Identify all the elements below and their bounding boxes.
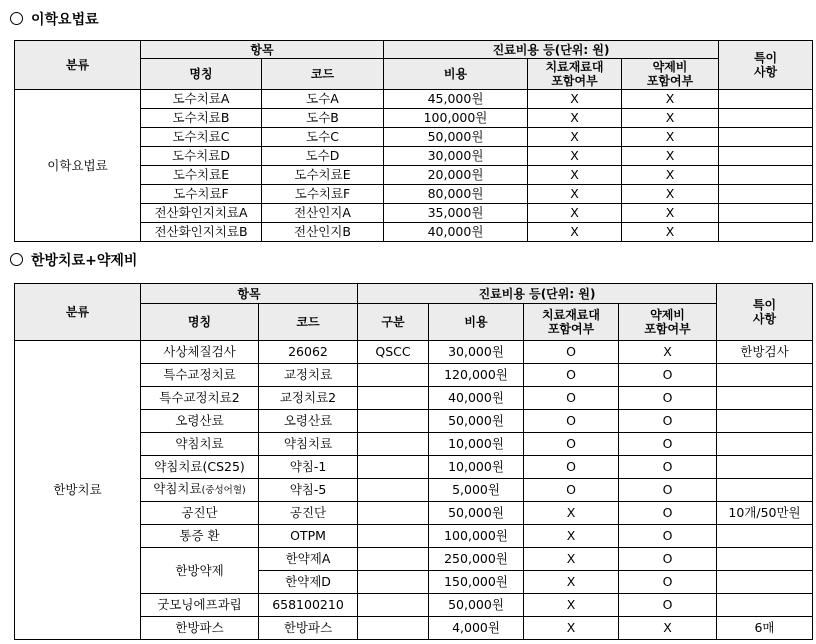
note-cell xyxy=(719,90,813,109)
name-cell: 전산화인지치료B xyxy=(141,223,262,242)
name-cell: 한방파스 xyxy=(141,617,259,640)
type-cell xyxy=(358,502,429,525)
name-cell: 약침치료 xyxy=(141,433,259,456)
material-included-cell: O xyxy=(524,433,619,456)
section1-title-text: 이학요법료 xyxy=(31,12,99,28)
code-cell: 한약제D xyxy=(259,571,358,594)
cost-cell: 120,000원 xyxy=(429,364,524,387)
drug-included-cell: X xyxy=(622,147,719,166)
drug-included-cell: X xyxy=(619,617,717,640)
note-cell xyxy=(719,204,813,223)
cost-cell: 150,000원 xyxy=(429,571,524,594)
drug-included-cell: O xyxy=(619,364,717,387)
header-note: 특이 사항 xyxy=(717,284,813,341)
circle-bullet-icon xyxy=(10,253,23,266)
material-included-cell: O xyxy=(524,341,619,364)
material-included-cell: X xyxy=(528,223,622,242)
material-included-cell: X xyxy=(528,204,622,223)
note-cell xyxy=(719,185,813,204)
drug-included-cell: X xyxy=(622,223,719,242)
cost-cell: 30,000원 xyxy=(384,147,528,166)
code-cell: 교정치료 xyxy=(259,364,358,387)
header-drug: 약제비 포함여부 xyxy=(622,59,719,90)
name-cell: 사상체질검사 xyxy=(141,341,259,364)
cost-cell: 100,000원 xyxy=(429,525,524,548)
name-cell: 전산화인지치료A xyxy=(141,204,262,223)
code-cell: 교정치료2 xyxy=(259,387,358,410)
note-cell xyxy=(717,525,813,548)
name-text: 약침치료 xyxy=(153,481,202,496)
category-cell: 한방치료 xyxy=(15,341,141,640)
cost-cell: 250,000원 xyxy=(429,548,524,571)
material-included-cell: X xyxy=(528,166,622,185)
name-cell: 통증 환 xyxy=(141,525,259,548)
name-cell: 도수치료D xyxy=(141,147,262,166)
cost-cell: 20,000원 xyxy=(384,166,528,185)
cost-cell: 50,000원 xyxy=(384,128,528,147)
drug-included-cell: X xyxy=(622,166,719,185)
note-cell xyxy=(717,387,813,410)
name-cell: 도수치료B xyxy=(141,109,262,128)
name-cell: 도수치료F xyxy=(141,185,262,204)
note-cell: 6매 xyxy=(717,617,813,640)
header-item: 항목 xyxy=(141,284,358,304)
code-cell: 한약제A xyxy=(259,548,358,571)
material-included-cell: O xyxy=(524,364,619,387)
name-cell: 특수교정치료2 xyxy=(141,387,259,410)
drug-included-cell: O xyxy=(619,433,717,456)
code-cell: 공진단 xyxy=(259,502,358,525)
table-row xyxy=(15,90,813,109)
header-name: 명칭 xyxy=(141,59,262,90)
drug-included-cell: X xyxy=(622,204,719,223)
cost-cell: 35,000원 xyxy=(384,204,528,223)
type-cell xyxy=(358,364,429,387)
header-category: 분류 xyxy=(15,41,141,90)
name-cell: 굿모닝에프과립 xyxy=(141,594,259,617)
note-cell xyxy=(719,147,813,166)
header-cost: 비용 xyxy=(429,304,524,341)
code-cell: 도수D xyxy=(262,147,384,166)
header-name: 명칭 xyxy=(141,304,259,341)
type-cell xyxy=(358,617,429,640)
material-included-cell: O xyxy=(524,456,619,479)
name-sub-text: (중성어혈) xyxy=(201,485,246,496)
note-cell xyxy=(717,594,813,617)
cost-cell: 5,000원 xyxy=(429,479,524,502)
note-cell xyxy=(719,128,813,147)
code-cell: 도수A xyxy=(262,90,384,109)
material-included-cell: X xyxy=(528,147,622,166)
type-cell xyxy=(358,594,429,617)
physical-therapy-fee-table xyxy=(14,40,813,242)
cost-cell: 50,000원 xyxy=(429,594,524,617)
material-included-cell: X xyxy=(528,185,622,204)
cost-cell: 45,000원 xyxy=(384,90,528,109)
code-cell: 도수B xyxy=(262,109,384,128)
category-cell: 이학요법료 xyxy=(15,90,141,242)
code-cell: 약침치료 xyxy=(259,433,358,456)
cost-cell: 40,000원 xyxy=(429,387,524,410)
note-cell xyxy=(717,433,813,456)
type-cell xyxy=(358,410,429,433)
material-included-cell: X xyxy=(524,502,619,525)
oriental-medicine-fee-table xyxy=(14,283,813,640)
header-code: 코드 xyxy=(259,304,358,341)
note-cell xyxy=(717,456,813,479)
name-cell: 특수교정치료 xyxy=(141,364,259,387)
name-cell: 도수치료E xyxy=(141,166,262,185)
type-cell xyxy=(358,525,429,548)
drug-included-cell: O xyxy=(619,410,717,433)
name-cell: 약침치료(CS25) xyxy=(141,456,259,479)
header-material: 치료재료대 포함여부 xyxy=(524,304,619,341)
material-included-cell: X xyxy=(528,128,622,147)
material-included-cell: O xyxy=(524,387,619,410)
code-cell: 약침-5 xyxy=(259,479,358,502)
code-cell: 도수C xyxy=(262,128,384,147)
header-cost-group: 진료비용 등(단위: 원) xyxy=(358,284,717,304)
drug-included-cell: O xyxy=(619,479,717,502)
header-item: 항목 xyxy=(141,41,384,59)
cost-cell: 50,000원 xyxy=(429,410,524,433)
header-cost-group: 진료비용 등(단위: 원) xyxy=(384,41,719,59)
drug-included-cell: O xyxy=(619,525,717,548)
material-included-cell: X xyxy=(528,90,622,109)
code-cell: 전산인지A xyxy=(262,204,384,223)
type-cell xyxy=(358,387,429,410)
drug-included-cell: X xyxy=(622,90,719,109)
type-cell: QSCC xyxy=(358,341,429,364)
material-included-cell: X xyxy=(528,109,622,128)
cost-cell: 4,000원 xyxy=(429,617,524,640)
header-type: 구분 xyxy=(358,304,429,341)
drug-included-cell: O xyxy=(619,387,717,410)
type-cell xyxy=(358,433,429,456)
code-cell: 한방파스 xyxy=(259,617,358,640)
code-cell: 오령산료 xyxy=(259,410,358,433)
drug-included-cell: O xyxy=(619,571,717,594)
code-cell: 전산인지B xyxy=(262,223,384,242)
cost-cell: 80,000원 xyxy=(384,185,528,204)
name-cell: 오령산료 xyxy=(141,410,259,433)
drug-included-cell: X xyxy=(619,341,717,364)
material-included-cell: X xyxy=(524,594,619,617)
code-cell: 약침-1 xyxy=(259,456,358,479)
cost-cell: 10,000원 xyxy=(429,456,524,479)
code-cell: 658100210 xyxy=(259,594,358,617)
code-cell: 도수치료F xyxy=(262,185,384,204)
note-cell xyxy=(717,410,813,433)
table-row xyxy=(15,341,813,364)
name-cell: 도수치료A xyxy=(141,90,262,109)
note-cell xyxy=(717,571,813,594)
section2-title-text: 한방치료+약제비 xyxy=(31,253,138,269)
note-cell: 한방검사 xyxy=(717,341,813,364)
drug-included-cell: X xyxy=(622,185,719,204)
section1-title xyxy=(10,10,99,30)
cost-cell: 100,000원 xyxy=(384,109,528,128)
note-cell xyxy=(719,109,813,128)
drug-included-cell: X xyxy=(622,128,719,147)
type-cell xyxy=(358,479,429,502)
header-material: 치료재료대 포함여부 xyxy=(528,59,622,90)
code-cell: OTPM xyxy=(259,525,358,548)
material-included-cell: X xyxy=(524,571,619,594)
material-included-cell: X xyxy=(524,548,619,571)
note-cell xyxy=(719,223,813,242)
code-cell: 26062 xyxy=(259,341,358,364)
material-included-cell: X xyxy=(524,617,619,640)
type-cell xyxy=(358,548,429,571)
cost-cell: 30,000원 xyxy=(429,341,524,364)
cost-cell: 10,000원 xyxy=(429,433,524,456)
note-cell xyxy=(719,166,813,185)
header-cost: 비용 xyxy=(384,59,528,90)
cost-cell: 50,000원 xyxy=(429,502,524,525)
note-cell xyxy=(717,479,813,502)
drug-included-cell: O xyxy=(619,502,717,525)
header-code: 코드 xyxy=(262,59,384,90)
drug-included-cell: O xyxy=(619,594,717,617)
code-cell: 도수치료E xyxy=(262,166,384,185)
drug-included-cell: X xyxy=(622,109,719,128)
name-cell: 공진단 xyxy=(141,502,259,525)
drug-included-cell: O xyxy=(619,548,717,571)
name-cell: 도수치료C xyxy=(141,128,262,147)
note-cell xyxy=(717,548,813,571)
material-included-cell: O xyxy=(524,479,619,502)
type-cell xyxy=(358,571,429,594)
material-included-cell: O xyxy=(524,410,619,433)
note-cell xyxy=(717,364,813,387)
name-cell xyxy=(141,479,259,502)
header-category: 분류 xyxy=(15,284,141,341)
circle-bullet-icon xyxy=(10,12,23,25)
header-note: 특이 사항 xyxy=(719,41,813,90)
note-cell: 10개/50만원 xyxy=(717,502,813,525)
material-included-cell: X xyxy=(524,525,619,548)
cost-cell: 40,000원 xyxy=(384,223,528,242)
drug-included-cell: O xyxy=(619,456,717,479)
name-cell: 한방약제 xyxy=(141,548,259,594)
type-cell xyxy=(358,456,429,479)
section2-title xyxy=(10,251,137,271)
header-drug: 약제비 포함여부 xyxy=(619,304,717,341)
